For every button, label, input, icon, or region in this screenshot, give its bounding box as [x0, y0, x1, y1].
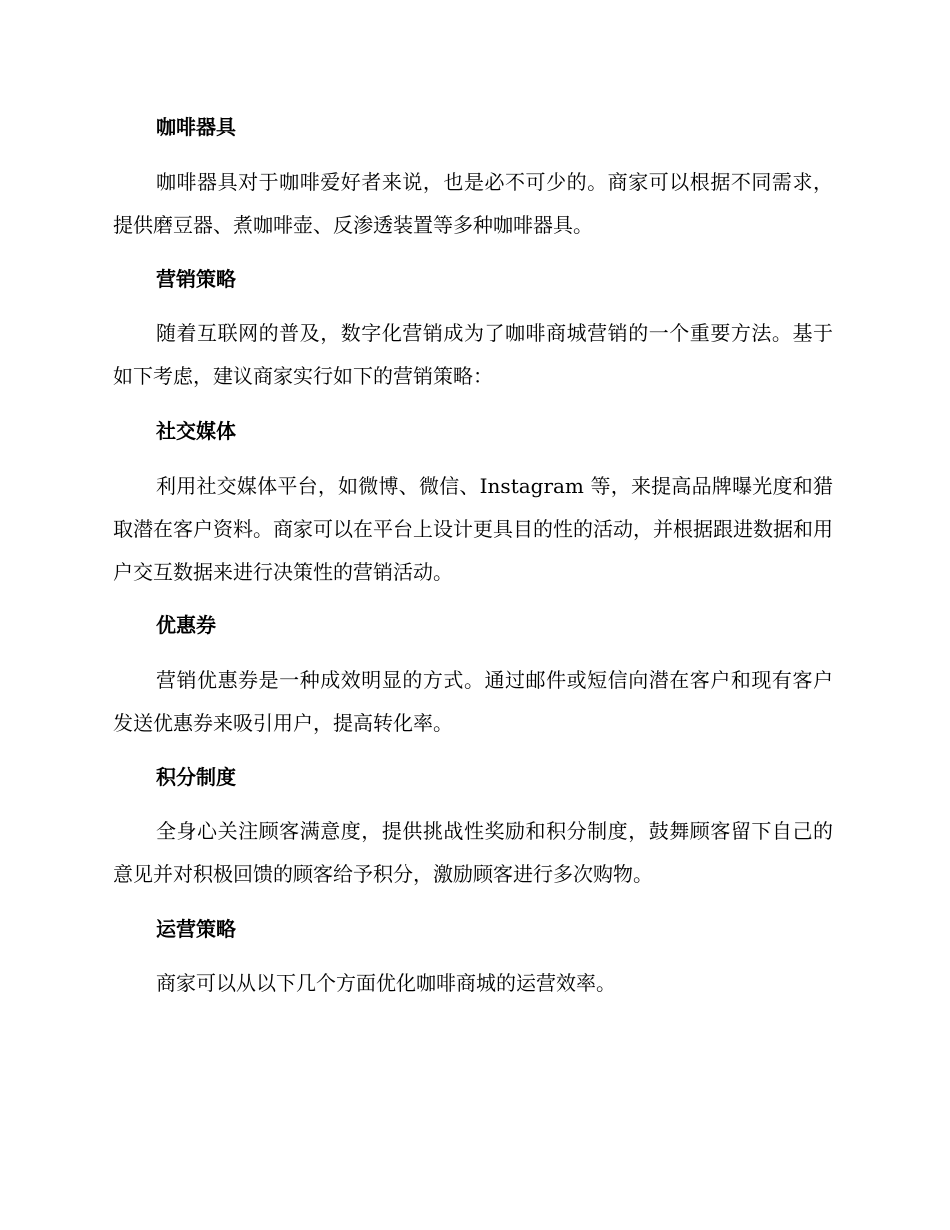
section-heading-social-media: 社交媒体	[156, 419, 236, 443]
section-heading-marketing-strategy: 营销策略	[156, 267, 236, 291]
section-body-marketing-strategy: 随着互联网的普及，数字化营销成为了咖啡商城营销的一个重要方法。基于如下考虑，建议商家实行如下的营销策略：	[113, 321, 833, 388]
section-body-coffee-equipment: 咖啡器具对于咖啡爱好者来说，也是必不可少的。商家可以根据不同需求，提供磨豆器、煮咖啡壶、反渗透装置等多种咖啡器具。	[113, 170, 833, 237]
section-heading-coffee-equipment: 咖啡器具	[156, 115, 236, 139]
section-heading-points-system: 积分制度	[156, 765, 236, 789]
section-heading-coupons: 优惠券	[156, 613, 216, 637]
section-body-social-media: 利用社交媒体平台，如微博、微信、Instagram 等，来提高品牌曝光度和猎取潜在客户资料。商家可以在平台上设计更具目的性的活动，并根据跟进数据和用户交互数据来进行决策性的营销活动。	[113, 474, 833, 584]
section-body-coupons: 营销优惠券是一种成效明显的方式。通过邮件或短信向潜在客户和现有客户发送优惠券来吸引用户，提高转化率。	[113, 668, 833, 735]
section-body-points-system: 全身心关注顾客满意度，提供挑战性奖励和积分制度，鼓舞顾客留下自己的意见并对积极回馈的顾客给予积分，激励顾客进行多次购物。	[113, 819, 833, 886]
section-body-operations-strategy: 商家可以从以下几个方面优化咖啡商城的运营效率。	[156, 971, 616, 995]
section-heading-operations-strategy: 运营策略	[156, 917, 236, 941]
